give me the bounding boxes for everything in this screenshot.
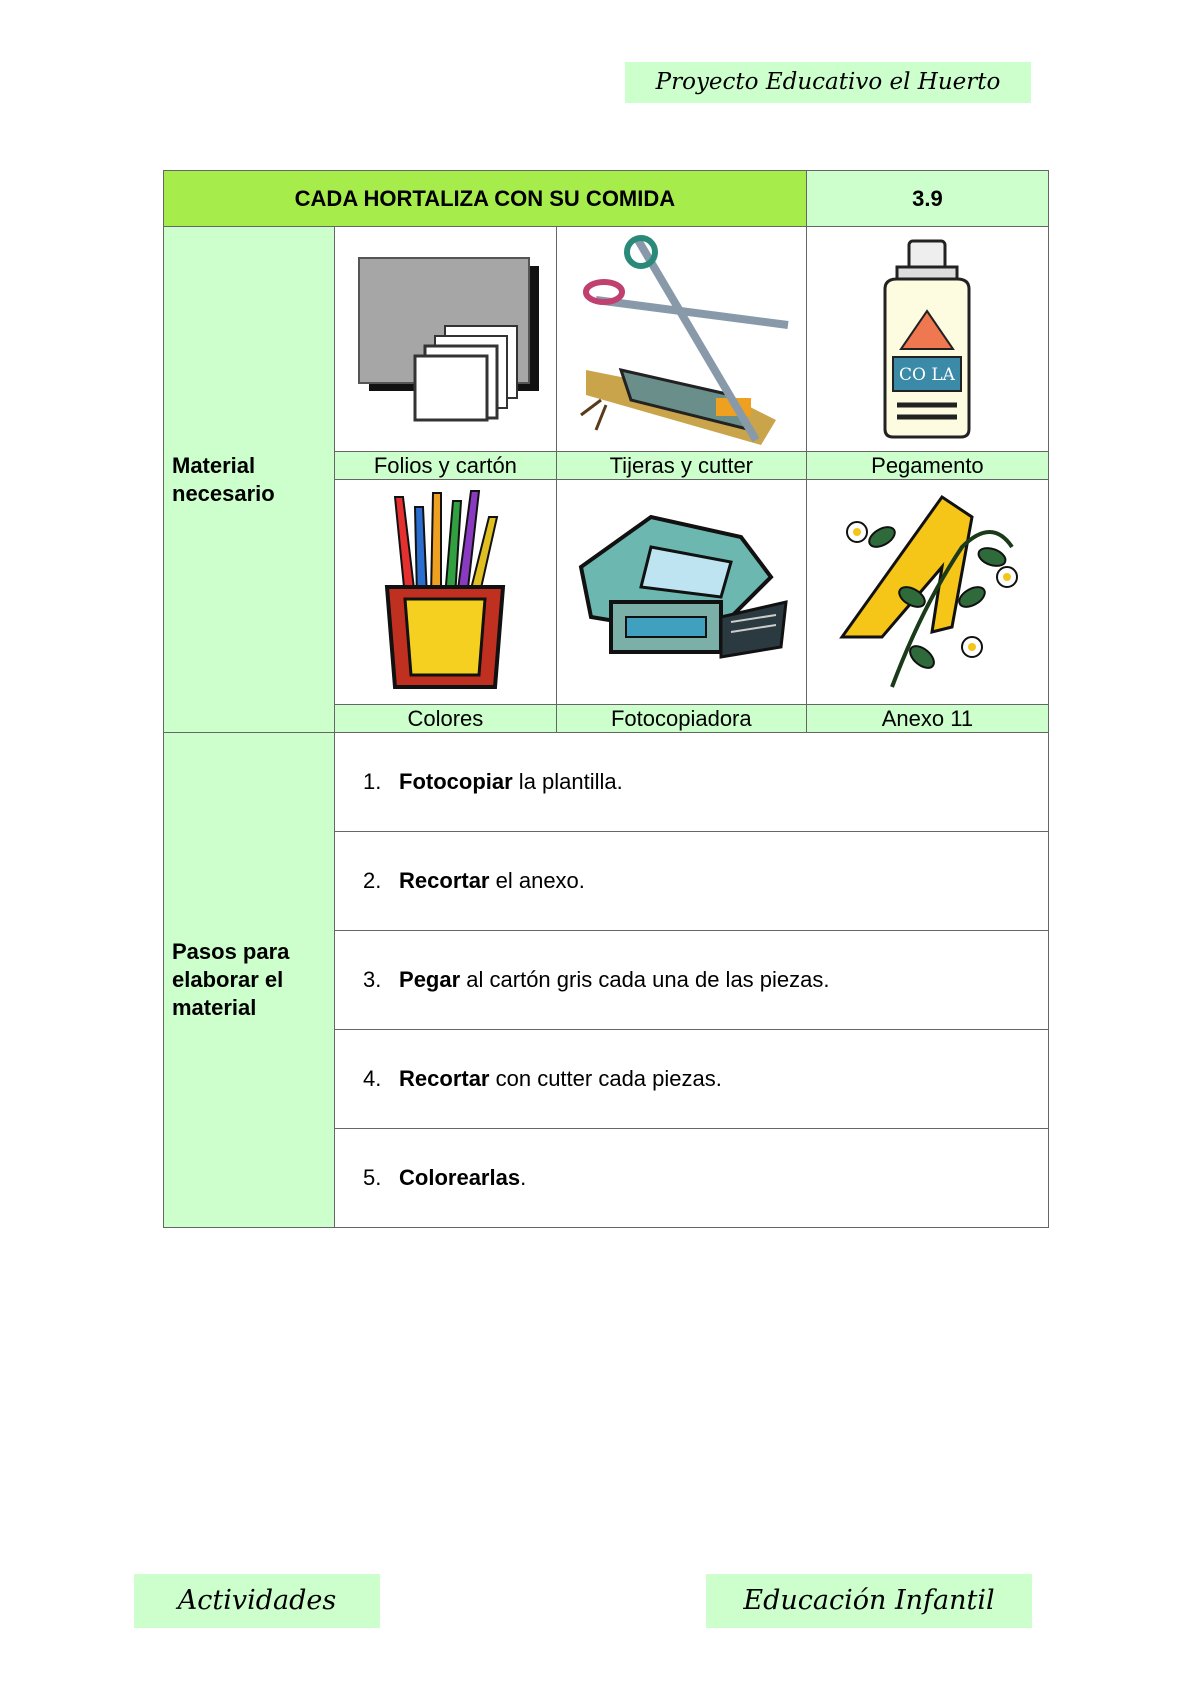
- material-image-annex: [806, 480, 1048, 705]
- step-item: 1. Fotocopiar la plantilla.: [335, 733, 1049, 832]
- paper-sheets-icon: [345, 254, 545, 424]
- flower-letter-a-icon: [822, 487, 1032, 697]
- card-number: 3.9: [806, 171, 1048, 227]
- step-item: 3. Pegar al cartón gris cada una de las piezas.: [335, 931, 1049, 1030]
- scissors-cutter-icon: [566, 230, 796, 448]
- material-image-glue: [806, 227, 1048, 452]
- material-image-pencils: [335, 480, 557, 705]
- project-header: Proyecto Educativo el Huerto: [625, 62, 1031, 103]
- material-image-paper: [335, 227, 557, 452]
- footer-education: Educación Infantil: [706, 1574, 1032, 1628]
- card-title: CADA HORTALIZA CON SU COMIDA: [294, 185, 676, 211]
- material-label: Colores: [335, 705, 557, 733]
- card-title-cell: [164, 171, 807, 227]
- material-label: Pegamento: [806, 452, 1048, 480]
- step-item: 2. Recortar el anexo.: [335, 832, 1049, 931]
- material-image-photocopier: [556, 480, 806, 705]
- footer-activities: Actividades: [134, 1574, 380, 1628]
- step-item: 4. Recortar con cutter cada piezas.: [335, 1030, 1049, 1129]
- step-item: 5. Colorearlas.: [335, 1129, 1049, 1228]
- steps-label: Pasos para elaborar el material: [164, 733, 335, 1228]
- materials-label: Material necesario: [164, 227, 335, 733]
- material-label: Fotocopiadora: [556, 705, 806, 733]
- activity-card: [163, 170, 1049, 1228]
- material-label: Anexo 11: [806, 705, 1048, 733]
- material-image-scissors: [556, 227, 806, 452]
- material-label: Folios y cartón: [335, 452, 557, 480]
- svg-text:CO LA: CO LA: [899, 365, 956, 385]
- photocopier-icon: [571, 507, 791, 677]
- glue-bottle-icon: [867, 239, 987, 439]
- material-label: Tijeras y cutter: [556, 452, 806, 480]
- color-pencils-icon: [375, 487, 515, 697]
